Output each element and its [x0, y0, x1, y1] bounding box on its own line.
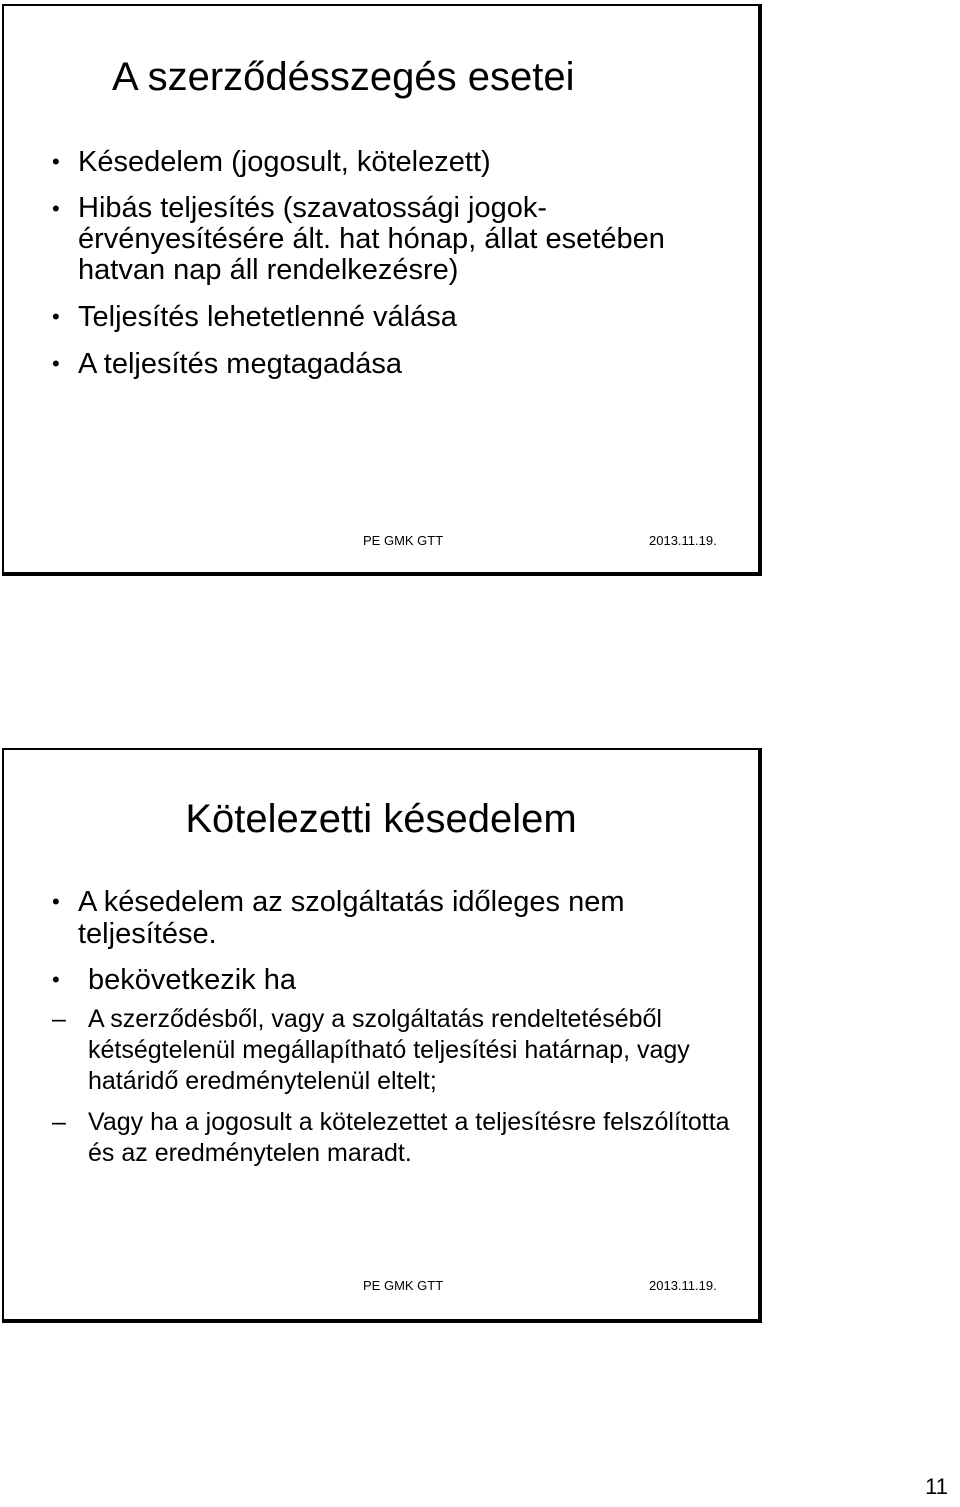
- bullet-item: [48, 146, 738, 178]
- bullet-item: [48, 886, 738, 950]
- bullet-text: bekövetkezik ha: [88, 964, 296, 996]
- sub-item-text: Vagy ha a jogosult a kötelezettet a teljesítésre felszólította és az eredménytelen maradt.: [88, 1108, 730, 1167]
- dash-icon: –: [52, 1005, 66, 1033]
- bullet-list: [48, 886, 738, 1183]
- footer-date: 2013.11.19.: [649, 533, 717, 548]
- slide-2: [2, 748, 762, 1323]
- sub-list: [52, 1004, 738, 1169]
- sub-item: [52, 1004, 738, 1097]
- page-number: 11: [925, 1474, 948, 1499]
- bullet-list: [48, 146, 738, 395]
- bullet-item: [48, 193, 738, 286]
- bullet-text: Hibás teljesítés (szavatossági jogok-érvényesítésére ált. hat hónap, állat esetében hatvan nap áll rendelkezésre): [78, 192, 665, 286]
- bullet-dot-icon: •: [52, 149, 60, 174]
- slide-title: A szerződésszegés esetei: [112, 55, 575, 99]
- sub-item: [52, 1107, 738, 1169]
- bullet-text: A teljesítés megtagadása: [78, 348, 403, 380]
- dash-icon: –: [52, 1108, 66, 1136]
- slide-1: [2, 4, 762, 576]
- bullet-item: [48, 301, 738, 333]
- bullet-item: [48, 348, 738, 380]
- bullet-dot-icon: •: [52, 196, 60, 221]
- bullet-item: [48, 964, 738, 1169]
- bullet-text: A késedelem az szolgáltatás időleges nem teljesítése.: [78, 886, 625, 950]
- sub-item-text: A szerződésből, vagy a szolgáltatás rendeltetéséből kétségtelenül megállapítható teljesítési határnap, vagy határidő eredménytelenül eltelt;: [88, 1005, 690, 1095]
- footer-organization: PE GMK GTT: [363, 1278, 444, 1293]
- bullet-text: Teljesítés lehetetlenné válása: [78, 301, 457, 333]
- bullet-dot-icon: •: [52, 967, 60, 992]
- footer-date: 2013.11.19.: [649, 1278, 717, 1293]
- slide-title: Kötelezetti késedelem: [185, 797, 577, 841]
- footer-organization: PE GMK GTT: [363, 533, 444, 548]
- bullet-dot-icon: •: [52, 351, 60, 376]
- bullet-text: Késedelem (jogosult, kötelezett): [78, 146, 491, 178]
- bullet-dot-icon: •: [52, 304, 60, 329]
- bullet-dot-icon: •: [52, 889, 60, 914]
